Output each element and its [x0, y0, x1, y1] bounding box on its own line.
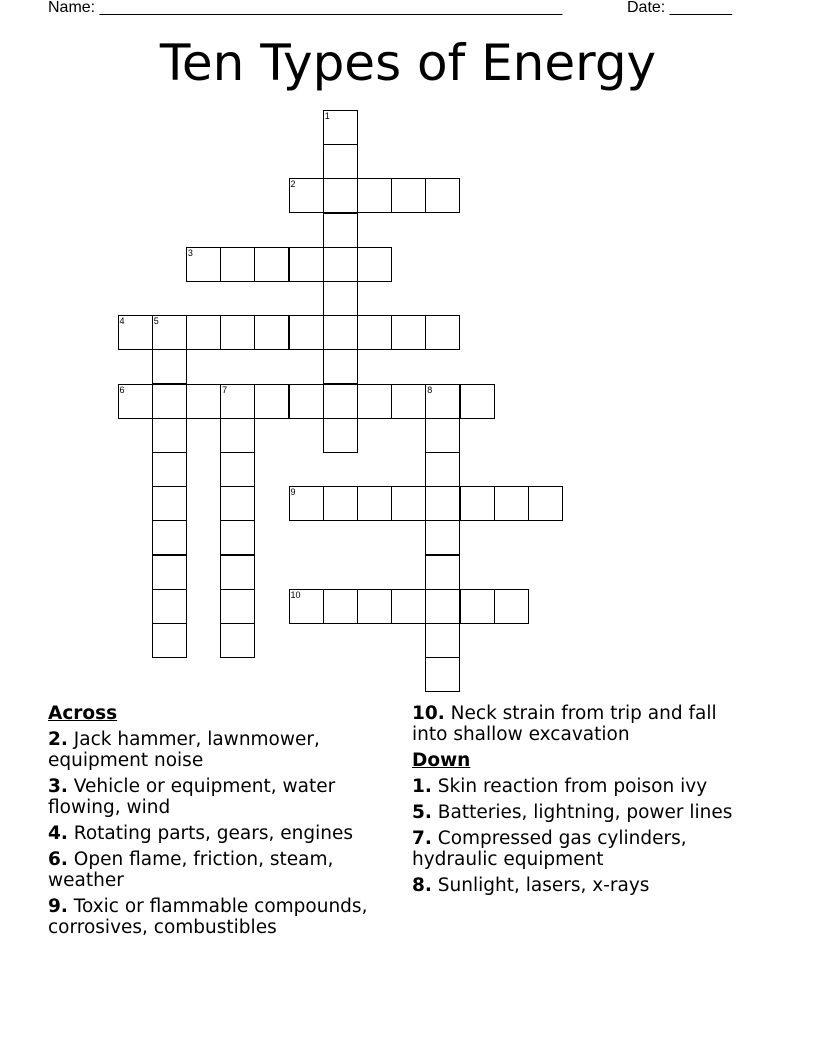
grid-cell[interactable]: [152, 418, 187, 453]
clue-number: 2.: [48, 729, 68, 750]
grid-cell[interactable]: [391, 315, 426, 350]
grid-cell[interactable]: [323, 281, 358, 316]
across-clue: [412, 703, 752, 745]
grid-cell[interactable]: [323, 213, 358, 248]
clue-number-label: 1: [324, 111, 330, 121]
clue-text: Neck strain from trip and fall into shallow excavation: [412, 703, 717, 745]
grid-cell[interactable]: [357, 247, 392, 282]
grid-cell[interactable]: [425, 486, 460, 521]
clue-number: 1.: [412, 776, 432, 797]
grid-cell[interactable]: [425, 452, 460, 487]
grid-cell[interactable]: [289, 384, 324, 419]
grid-cell[interactable]: [425, 657, 460, 692]
grid-cell[interactable]: [220, 315, 255, 350]
down-heading: Down: [412, 750, 471, 771]
grid-cell[interactable]: [289, 247, 324, 282]
grid-cell[interactable]: [425, 589, 460, 624]
grid-cell[interactable]: [254, 315, 289, 350]
grid-cell[interactable]: [220, 452, 255, 487]
grid-cell[interactable]: [323, 144, 358, 179]
across-heading: Across: [48, 703, 118, 724]
page-title: Ten Types of Energy: [159, 34, 657, 92]
grid-cell[interactable]: [152, 452, 187, 487]
grid-cell[interactable]: [391, 486, 426, 521]
clue-number-label: 3: [187, 247, 193, 258]
grid-cell[interactable]: [254, 384, 289, 419]
clue-text: Batteries, lightning, power lines: [437, 802, 733, 823]
grid-cell[interactable]: [186, 315, 221, 350]
grid-cell[interactable]: [425, 418, 460, 453]
across-clue: [48, 896, 388, 938]
grid-cell[interactable]: [391, 178, 426, 213]
clue-number-label: 6: [119, 384, 125, 395]
grid-cell[interactable]: [323, 315, 358, 350]
grid-cell[interactable]: [528, 486, 563, 521]
grid-cell[interactable]: [425, 623, 460, 658]
grid-cell[interactable]: [289, 178, 324, 213]
grid-cell[interactable]: [220, 418, 255, 453]
clue-number: 7.: [412, 828, 432, 849]
down-clue: [412, 875, 752, 896]
grid-cell[interactable]: [323, 247, 358, 282]
clue-number: 10.: [412, 703, 445, 724]
clue-number: 9.: [48, 896, 68, 917]
clue-number: 6.: [48, 849, 68, 870]
grid-cell[interactable]: [357, 486, 392, 521]
grid-cell[interactable]: [152, 486, 187, 521]
grid-cell[interactable]: [220, 623, 255, 658]
across-clue: [48, 823, 388, 844]
grid-cell[interactable]: [460, 589, 495, 624]
grid-cell[interactable]: [460, 384, 495, 419]
grid-cell[interactable]: [323, 486, 358, 521]
grid-cell[interactable]: [425, 520, 460, 555]
grid-cell[interactable]: [152, 589, 187, 624]
clue-number: 5.: [412, 802, 432, 823]
grid-cell[interactable]: [323, 418, 358, 453]
clue-text: Compressed gas cylinders, hydraulic equipment: [412, 828, 687, 870]
clues-left-column: [48, 703, 388, 943]
clue-number-label: 8: [427, 384, 433, 395]
grid-cell[interactable]: [357, 178, 392, 213]
grid-cell[interactable]: [494, 486, 529, 521]
grid-cell[interactable]: [425, 178, 460, 213]
clue-number-label: 5: [153, 316, 159, 327]
across-clue: [48, 729, 388, 771]
grid-cell[interactable]: [323, 110, 358, 145]
grid-cell[interactable]: [323, 384, 358, 419]
clue-number-label: 9: [290, 487, 296, 498]
clue-text: Open flame, friction, steam, weather: [48, 849, 334, 891]
grid-cell[interactable]: [323, 589, 358, 624]
grid-cell[interactable]: [254, 247, 289, 282]
grid-cell[interactable]: [152, 315, 187, 350]
clue-number: 4.: [48, 823, 68, 844]
across-clue: [48, 776, 388, 818]
grid-cell[interactable]: [118, 315, 153, 350]
grid-cell[interactable]: [425, 555, 460, 590]
grid-cell[interactable]: [289, 486, 324, 521]
grid-cell[interactable]: [220, 384, 255, 419]
grid-cell[interactable]: [152, 384, 187, 419]
grid-cell[interactable]: [323, 178, 358, 213]
clue-number-label: 7: [222, 384, 228, 395]
clue-number-label: 4: [119, 316, 125, 327]
grid-cell[interactable]: [152, 555, 187, 590]
grid-cell[interactable]: [391, 589, 426, 624]
grid-cell[interactable]: [460, 486, 495, 521]
clues-right-column: [412, 703, 752, 901]
grid-cell[interactable]: [357, 315, 392, 350]
clue-text: Sunlight, lasers, x-rays: [437, 875, 650, 896]
grid-cell[interactable]: [494, 589, 529, 624]
grid-cell[interactable]: [391, 384, 426, 419]
grid-cell[interactable]: [220, 555, 255, 590]
clue-text: Jack hammer, lawnmower, equipment noise: [48, 729, 320, 771]
across-clue: [48, 849, 388, 891]
grid-cell[interactable]: [152, 349, 187, 384]
down-clue: [412, 828, 752, 870]
clue-number-label: 2: [290, 179, 296, 190]
clue-text: Toxic or flammable compounds, corrosives, combustibles: [48, 896, 368, 938]
grid-cell[interactable]: [220, 247, 255, 282]
grid-cell[interactable]: [220, 520, 255, 555]
grid-cell[interactable]: [186, 247, 221, 282]
name-field[interactable]: Name: ____________________________________________________: [48, 0, 563, 16]
grid-cell[interactable]: [289, 589, 324, 624]
grid-cell[interactable]: [289, 315, 324, 350]
clue-number: 3.: [48, 776, 68, 797]
clue-text: Skin reaction from poison ivy: [437, 776, 708, 797]
clue-text: Vehicle or equipment, water flowing, wind: [48, 776, 336, 818]
grid-cell[interactable]: [357, 589, 392, 624]
date-field[interactable]: Date: _______: [627, 0, 732, 16]
grid-cell[interactable]: [357, 384, 392, 419]
grid-cell[interactable]: [425, 315, 460, 350]
clue-number-label: 10: [290, 589, 301, 600]
grid-cell[interactable]: [220, 486, 255, 521]
grid-cell[interactable]: [152, 623, 187, 658]
clue-text: Rotating parts, gears, engines: [73, 823, 354, 844]
grid-cell[interactable]: [152, 520, 187, 555]
grid-cell[interactable]: [186, 384, 221, 419]
clue-number: 8.: [412, 875, 432, 896]
down-clue: [412, 776, 752, 797]
down-clue: [412, 802, 752, 823]
grid-cell[interactable]: [323, 349, 358, 384]
grid-cell[interactable]: [425, 384, 460, 419]
grid-cell[interactable]: [220, 589, 255, 624]
grid-cell[interactable]: [118, 384, 153, 419]
